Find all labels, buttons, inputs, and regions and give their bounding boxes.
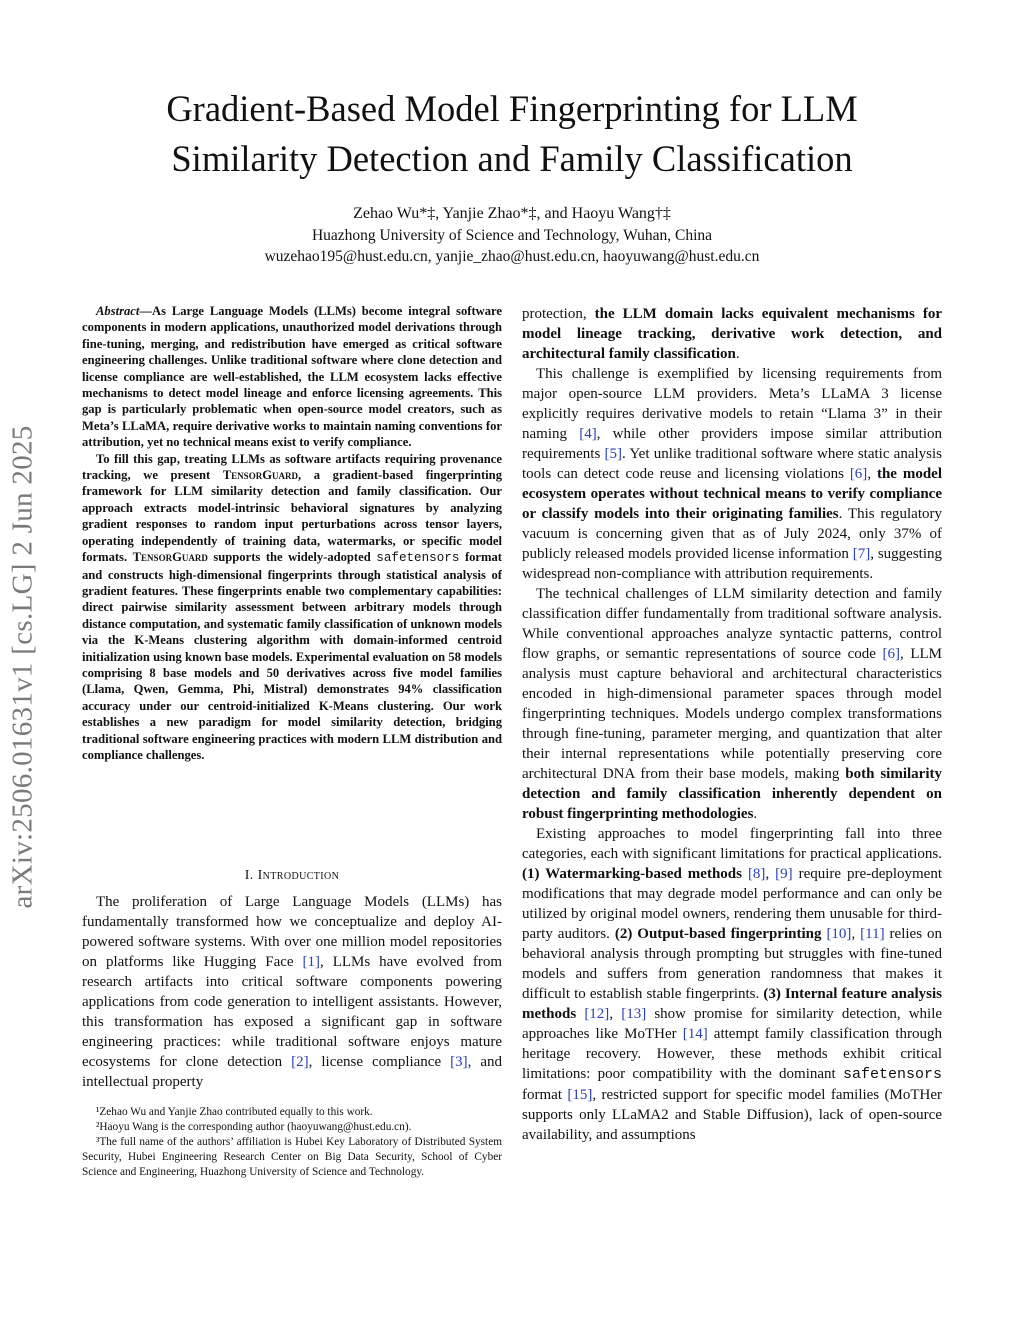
- intro-left-column: [82, 892, 502, 1092]
- body-paragraph: Existing approaches to model fingerprinting fall into three categories, each with significant limitations for practical applications. (1) Watermarking-based methods [8], [9] require pre-deployment modifications that may degrade model performance and can only be utilized by original model owners, rendering them unusable for third-party auditors. (2) Output-based fingerprinting [10], [11] relies on behavioral analysis through prompting but struggles with fine-tuned models and suffers from generation randomness that makes it difficult to establish stable fingerprints. (3) Internal feature analysis methods [12], [13] show promise for similarity detection, while approaches like MoTHer [14] attempt family classification through heritage recovery. However, these methods exhibit critical limitations: poor compatibility with the dominant safetensors format [15], restricted support for specific model families (MoTHer supports only LLaMA2 and Stable Diffusion), lack of open-source availability, and assumptions: [522, 826, 943, 1143]
- tool-name: TensorGuard: [222, 468, 298, 483]
- citation-link[interactable]: [8]: [747, 866, 766, 882]
- author-emails[interactable]: wuzehao195@hust.edu.cn, yanjie_zhao@hust.edu.cn, haoyuwang@hust.edu.cn: [264, 248, 760, 265]
- citation-link[interactable]: [9]: [775, 866, 793, 882]
- citation-link[interactable]: [13]: [621, 1006, 647, 1022]
- arxiv-identifier[interactable]: arXiv:2506.01631v1 [cs.LG] 2 Jun 2025: [6, 425, 39, 909]
- citation-link[interactable]: [4]: [579, 426, 597, 442]
- title-line-1: Gradient-Based Model Fingerprinting for LLM: [166, 88, 858, 129]
- footnote: ³The full name of the authors’ affiliation is Hubei Key Laboratory of Distributed System Security, Hubei Engineering Research Center on Big Data Security, School of Cyber Science and Engineering, Huazhong University of Science and Technology.: [82, 1135, 502, 1178]
- citation-link[interactable]: [3]: [450, 1054, 468, 1070]
- abstract-label: Abstract: [96, 304, 140, 318]
- title-line-2: Similarity Detection and Family Classification: [171, 138, 853, 179]
- citation-link[interactable]: [12]: [584, 1006, 610, 1022]
- author-list: Zehao Wu*‡, Yanjie Zhao*‡, and Haoyu Wang†‡: [353, 205, 671, 222]
- right-column: [522, 304, 942, 1145]
- citation-link[interactable]: [11]: [860, 926, 885, 942]
- code-term: safetensors: [842, 1066, 942, 1083]
- citation-link[interactable]: [6]: [882, 646, 900, 662]
- citation-link[interactable]: [6]: [849, 466, 868, 482]
- citation-link[interactable]: [1]: [302, 954, 321, 970]
- body-paragraph: The technical challenges of LLM similarity detection and family classification differ fundamentally from traditional software analysis. While conventional approaches analyze syntactic patterns, control flow graphs, or semantic representations of source code [6], LLM analysis must capture behavioral and architectural characteristics encoded in high-dimensional parameter spaces through model fingerprinting techniques. Models undergo complex transformations through fine-tuning, parameter merging, and quantization that alter their internal representations while potentially preserving core architectural DNA from their base models, making both similarity detection and family classification inherently dependent on robust fingerprinting methodologies.: [522, 586, 942, 822]
- paper-title: [80, 84, 944, 184]
- code-term: safetensors: [376, 551, 460, 566]
- body-paragraph: The proliferation of Large Language Models (LLMs) has fundamentally transformed how we conceptualize and deploy AI-powered software systems. With over one million model repositories on platforms like Hugging Face [1], LLMs have evolved from research artifacts into critical software components powering applications from code generation to intelligent assistants. However, this transformation has exposed a significant gap in software engineering practices: while traditional software enjoys mature ecosystems for clone detection [2], license compliance [3], and intellectual property: [82, 894, 502, 1090]
- section-heading-introduction: I. Introduction: [244, 868, 340, 883]
- footnote: ¹Zehao Wu and Yanjie Zhao contributed equally to this work.: [96, 1106, 373, 1118]
- abstract-paragraph-2: To fill this gap, treating LLMs as software artifacts requiring provenance tracking, we present TensorGuard, a gradient-based fingerprinting framework for LLM similarity detection and family classification. Our approach extracts model-intrinsic behavioral signatures by analyzing gradient responses to random input perturbations across tensor layers, operating independently of training data, watermarks, or specific model formats. TensorGuard supports the widely-adopted safetensors format and constructs high-dimensional fingerprints through statistical analysis of gradient features. These fingerprints enable two complementary capabilities: direct pairwise similarity assessment between arbitrary models through distance computation, and systematic family classification of unknown models via the K-Means clustering algorithm with domain-informed centroid initialization using known base models. Experimental evaluation on 58 models comprising 8 base models and 50 derivatives across five model families (Llama, Qwen, Gemma, Phi, Mistral) demonstrates 94% classification accuracy under our centroid-initialized K-Means clustering. Our work establishes a new paradigm for model similarity detection, bridging traditional software engineering practices with modern LLM distribution and compliance challenges.: [82, 451, 503, 762]
- citation-link[interactable]: [2]: [291, 1054, 309, 1070]
- abstract: [82, 303, 502, 763]
- tool-name: TensorGuard: [132, 550, 208, 565]
- citation-link[interactable]: [15]: [567, 1087, 593, 1103]
- affiliation: Huazhong University of Science and Technology, Wuhan, China: [311, 227, 713, 244]
- footnote: ²Haoyu Wang is the corresponding author (haoyuwang@hust.edu.cn).: [96, 1120, 412, 1133]
- body-paragraph: This challenge is exemplified by licensing requirements from major open-source LLM providers. Meta’s LLaMA 3 license explicitly requires derivative models to retain “Llama 3” in their naming [4], while other providers impose similar attribution requirements [5]. Yet unlike traditional software where static analysis tools can detect code reuse and licensing violations [6], the model ecosystem operates without technical means to verify compliance or classify models into their originating families. This regulatory vacuum is concerning given that as of July 2024, only 37% of publicly released models provided license information [7], suggesting widespread non-compliance with attribution requirements.: [522, 366, 943, 582]
- body-paragraph: protection, the LLM domain lacks equivalent mechanisms for model lineage tracking, derivative work detection, and architectural family classification.: [522, 306, 942, 362]
- citation-link[interactable]: [7]: [852, 546, 871, 562]
- abstract-paragraph-1: Abstract—As Large Language Models (LLMs) become integral software components in modern applications, unauthorized model derivations through fine-tuning, merging, and redistribution have emerged as critical software engineering challenges. Unlike traditional software where clone detection and license compliance are well-established, the LLM ecosystem lacks effective mechanisms to detect model lineage and enforce licensing agreements. This gap is particularly problematic when open-source model creators, such as Meta’s LLaMA, require derivative works to maintain naming conventions for attribution, yet no technical means exist to verify compliance.: [82, 304, 502, 450]
- footnotes: [82, 1105, 502, 1180]
- citation-link[interactable]: [14]: [682, 1026, 708, 1042]
- citation-link[interactable]: [10]: [826, 926, 852, 942]
- citation-link[interactable]: [5]: [604, 446, 622, 462]
